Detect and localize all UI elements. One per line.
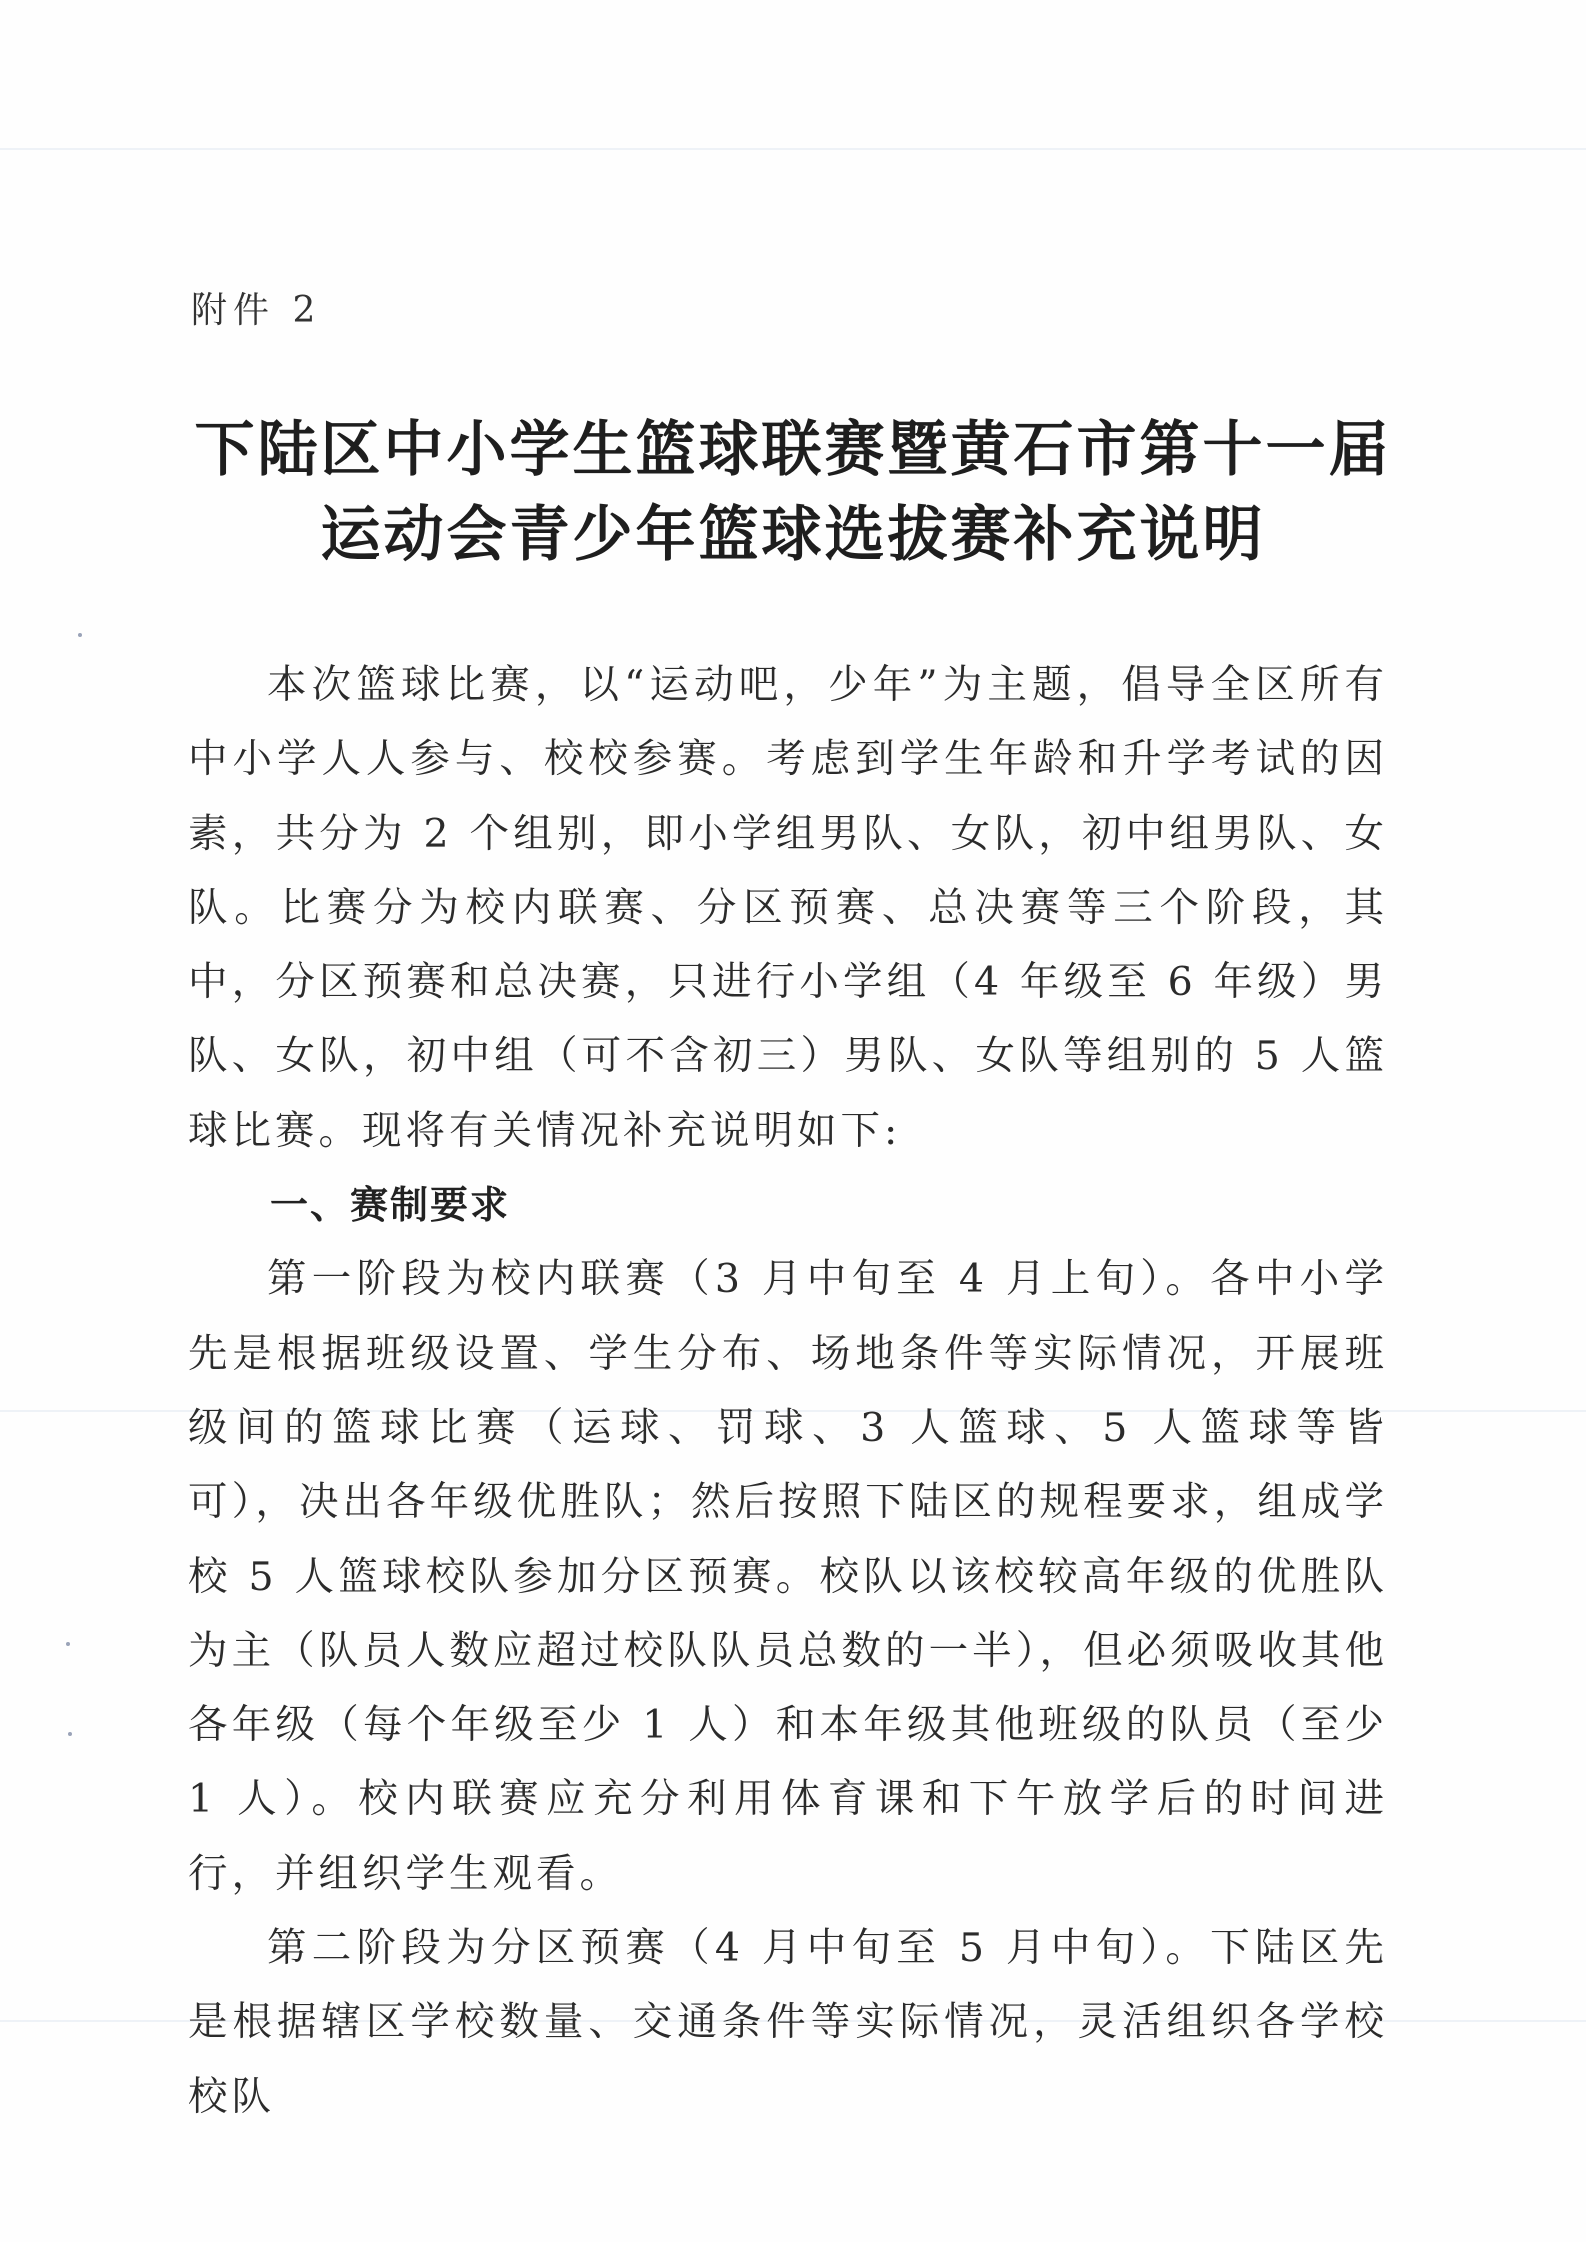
scan-speck: [68, 1732, 72, 1736]
section-heading: 一、赛制要求: [270, 1183, 511, 1228]
scan-speck: [66, 1642, 70, 1646]
stage-1-paragraph: 第一阶段为校内联赛（3 月中旬至 4 月上旬）。各中小学先是根据班级设置、学生分布、场地条件等实际情况，开展班级间的篮球比赛（运球、罚球、3 人篮球、5 人篮球等皆可），决出各年级优胜队；然后按照下陆区的规程要求，组成学校 5 人篮球校队参加分区预赛。校队以该校较高年级的优胜队为主（队员人数应超过校队队员总数的一半），但必须吸收其他各年级（每个年级至少 1 人）和本年级其他班级的队员（至少 1 人）。校内联赛应充分利用体育课和下午放学后的时间进行，并组织学生观看。: [188, 1256, 1388, 1897]
scan-artifact-line: [0, 148, 1586, 150]
document-title-line-1: 下陆区中小学生篮球联赛暨黄石市第十一届: [194, 415, 1392, 485]
stage-2-paragraph: 第二阶段为分区预赛（4 月中旬至 5 月中旬）。下陆区先是根据辖区学校数量、交通条件等实际情况，灵活组织各学校校队: [188, 1925, 1388, 2120]
document-body: [188, 648, 1388, 2134]
intro-paragraph: 本次篮球比赛，以“运动吧，少年”为主题，倡导全区所有中小学人人参与、校校参赛。考虑到学生年龄和升学考试的因素，共分为 2 个组别，即小学组男队、女队，初中组男队、女队。比赛分为校内联赛、分区预赛、总决赛等三个阶段，其中，分区预赛和总决赛，只进行小学组（4 年级至 6 年级）男队、女队，初中组（可不含初三）男队、女队等组别的 5 人篮球比赛。现将有关情况补充说明如下:: [188, 662, 1388, 1154]
document-title-line-2: 运动会青少年篮球选拔赛补充说明: [320, 500, 1266, 570]
attachment-label: 附件 2: [191, 290, 322, 331]
scan-speck: [78, 633, 82, 637]
